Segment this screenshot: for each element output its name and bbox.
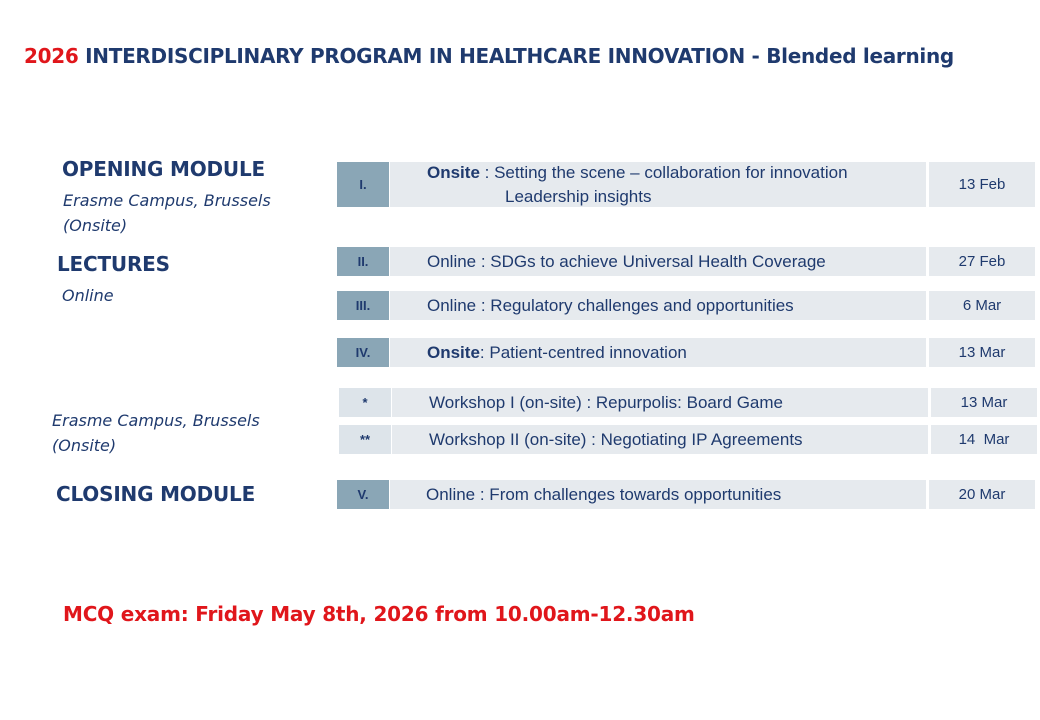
row-description-line2: Leadership insights (505, 187, 652, 206)
row-text: Online : From challenges towards opportunities (426, 485, 782, 504)
row-number: ** (339, 425, 391, 454)
row-text: Online : SDGs to achieve Universal Health Coverage (427, 252, 826, 271)
row-number: V. (337, 480, 389, 509)
row-number: III. (337, 291, 389, 320)
row-number: II. (337, 247, 389, 276)
row-date: 13 Mar (931, 388, 1037, 417)
closing-module-heading: CLOSING MODULE (56, 482, 256, 506)
row-date: 6 Mar (929, 291, 1035, 320)
row-description (390, 247, 926, 276)
row-text: Online : Regulatory challenges and opportunities (427, 296, 794, 315)
page-title (24, 44, 954, 68)
lectures-heading: LECTURES (57, 252, 170, 276)
row-date: 20 Mar (929, 480, 1035, 509)
row-mode: Onsite (427, 163, 480, 182)
row-description (392, 425, 928, 454)
row-text: : Patient-centred innovation (479, 343, 687, 362)
lectures-location: Online (62, 286, 114, 305)
workshops-location-line1: Erasme Campus, Brussels (52, 411, 260, 430)
opening-location-line2: (Onsite) (63, 216, 128, 235)
row-text: : Setting the scene – collaboration for innovation (479, 163, 848, 182)
row-number: I. (337, 162, 389, 207)
row-description (390, 338, 926, 367)
row-text: Workshop II (on-site) : Negotiating IP Agreements (429, 430, 803, 449)
row-number: IV. (337, 338, 389, 367)
row-date: 14 Mar (931, 425, 1037, 454)
row-date: 13 Feb (929, 162, 1035, 207)
row-date: 13 Mar (929, 338, 1035, 367)
row-mode: Onsite (427, 343, 480, 362)
row-date: 27 Feb (929, 247, 1035, 276)
title-text: INTERDISCIPLINARY PROGRAM IN HEALTHCARE INNOVATION - Blended learning (85, 44, 954, 68)
row-description-line1 (427, 163, 848, 183)
opening-location-line1: Erasme Campus, Brussels (63, 191, 271, 210)
row-description (390, 480, 926, 509)
opening-module-location (63, 188, 271, 238)
row-description (392, 388, 928, 417)
opening-module-heading: OPENING MODULE (62, 157, 265, 181)
workshops-location-line2: (Onsite) (52, 436, 117, 455)
title-year: 2026 (24, 44, 79, 68)
row-description (390, 291, 926, 320)
exam-notice: MCQ exam: Friday May 8th, 2026 from 10.00am-12.30am (63, 602, 695, 626)
row-number: * (339, 388, 391, 417)
row-text: Workshop I (on-site) : Repurpolis: Board Game (429, 393, 783, 412)
row-description (390, 162, 926, 207)
row-description-line1 (427, 343, 687, 363)
workshops-location (52, 408, 260, 458)
